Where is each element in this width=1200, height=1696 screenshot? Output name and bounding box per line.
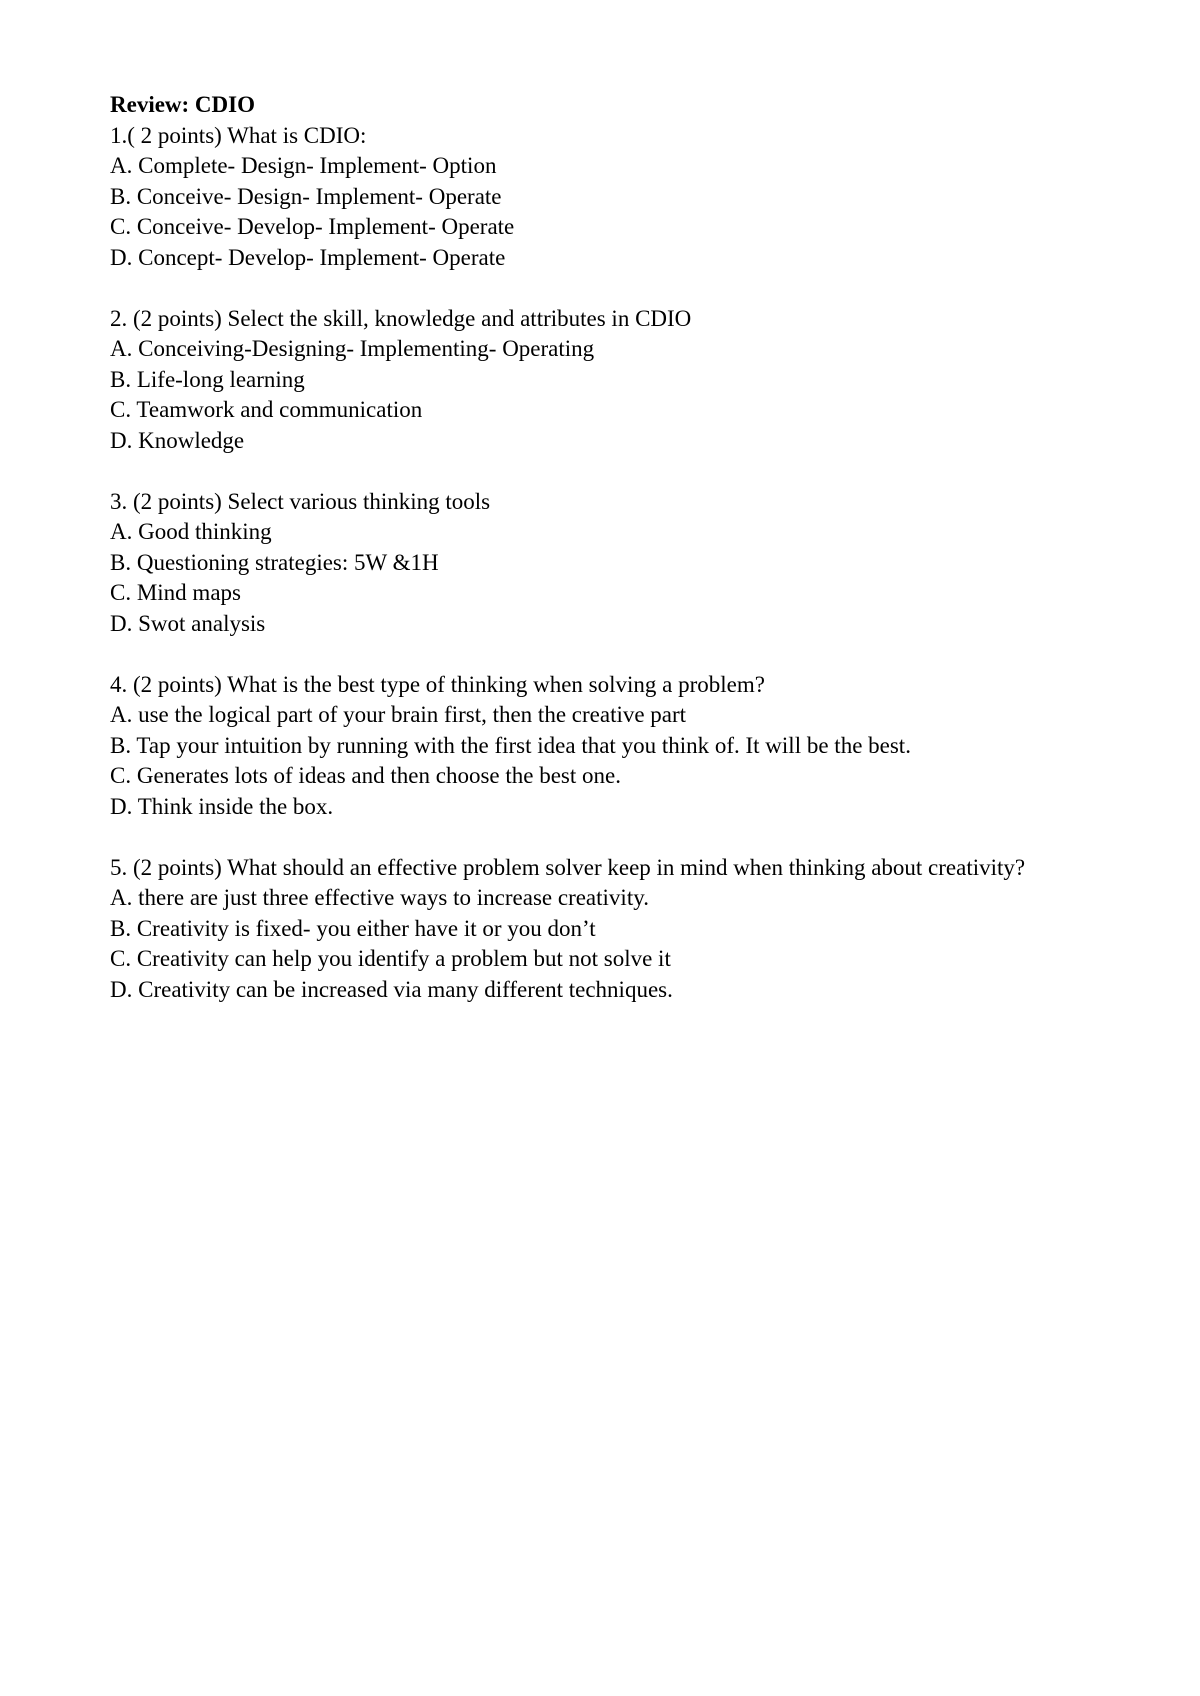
document-title: Review: CDIO xyxy=(110,92,255,117)
answer-option-a: A. use the logical part of your brain first, then the creative part xyxy=(110,702,687,727)
question-5 xyxy=(110,853,1070,1006)
document-page xyxy=(110,90,1070,1005)
answer-option-d: D. Creativity can be increased via many different techniques. xyxy=(110,976,673,1002)
answer-option-d: D. Concept- Develop- Implement- Operate xyxy=(110,244,506,270)
answer-option-d: D. Swot analysis xyxy=(110,610,266,636)
answer-option-b: B. Questioning strategies: 5W &1H xyxy=(110,549,439,575)
answer-option-b: B. Creativity is fixed- you either have it or you don’t xyxy=(110,915,596,941)
answer-option-b: B. Tap your intuition by running with the first idea that you think of. It will be the best. xyxy=(110,732,911,758)
question-prompt: 3. (2 points) Select various thinking tools xyxy=(110,488,491,514)
answer-option-c: C. Generates lots of ideas and then choose the best one. xyxy=(110,763,621,788)
answer-option-b: B. Conceive- Design- Implement- Operate xyxy=(110,183,502,209)
answer-option-a: A. Good thinking xyxy=(110,519,272,544)
answer-option-c: C. Teamwork and communication xyxy=(110,397,423,422)
question-prompt: 5. (2 points) What should an effective problem solver keep in mind when thinking about creativity? xyxy=(110,854,1026,880)
question-4 xyxy=(110,670,1070,823)
answer-option-d: D. Knowledge xyxy=(110,427,245,453)
question-prompt: 1.( 2 points) What is CDIO: xyxy=(110,122,367,148)
answer-option-b: B. Life-long learning xyxy=(110,366,305,392)
question-prompt: 2. (2 points) Select the skill, knowledge and attributes in CDIO xyxy=(110,305,692,331)
answer-option-a: A. Complete- Design- Implement- Option xyxy=(110,153,497,178)
answer-option-c: C. Conceive- Develop- Implement- Operate xyxy=(110,214,515,239)
answer-option-c: C. Creativity can help you identify a problem but not solve it xyxy=(110,946,671,971)
question-prompt: 4. (2 points) What is the best type of thinking when solving a problem? xyxy=(110,671,765,697)
question-2 xyxy=(110,304,1070,457)
answer-option-a: A. there are just three effective ways to increase creativity. xyxy=(110,885,649,910)
answer-option-d: D. Think inside the box. xyxy=(110,793,334,819)
question-3 xyxy=(110,487,1070,640)
question-1 xyxy=(110,121,1070,274)
answer-option-a: A. Conceiving-Designing- Implementing- Operating xyxy=(110,336,595,361)
answer-option-c: C. Mind maps xyxy=(110,580,241,605)
